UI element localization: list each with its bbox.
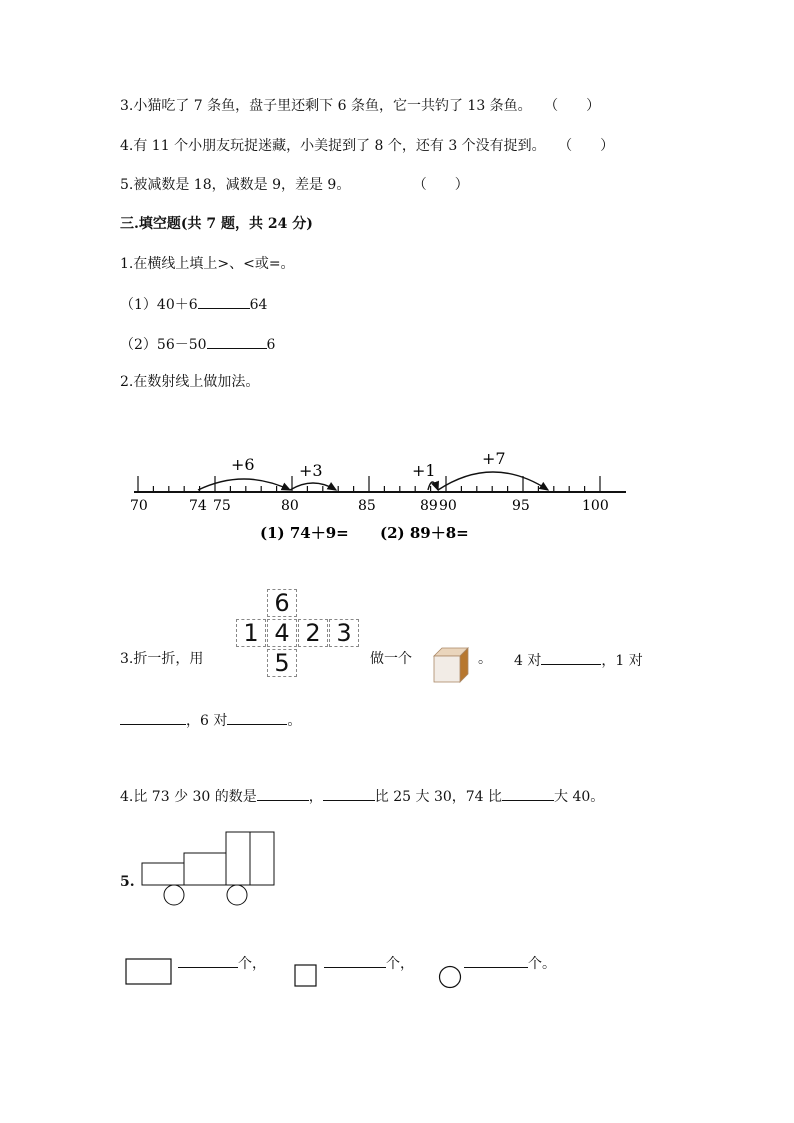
truck-wheel-1 bbox=[164, 885, 184, 905]
fill-q1-b bbox=[120, 333, 275, 355]
answer-blank-q1b[interactable] bbox=[207, 333, 267, 349]
fill-q1-b-prefix: （2）56－50 bbox=[120, 337, 207, 353]
answer-blank-q4-3[interactable] bbox=[502, 785, 554, 801]
tick-label-90: 90 bbox=[439, 498, 457, 514]
fill-q4-part-b: ， bbox=[308, 789, 323, 805]
tick-label-95: 95 bbox=[512, 498, 530, 514]
net-face-1: 1 bbox=[236, 619, 266, 647]
number-line-figure bbox=[118, 440, 638, 550]
net-face-4: 4 bbox=[267, 619, 297, 647]
net-face-top: 6 bbox=[267, 589, 297, 617]
fill-q1-a-suffix: 64 bbox=[249, 297, 268, 313]
arc-label-plus6: +6 bbox=[231, 455, 255, 474]
arc-label-plus3: +3 bbox=[299, 461, 323, 480]
judge-q5-text: 5.被减数是 18，减数是 9，差是 9。 bbox=[120, 177, 351, 193]
truck-square-1 bbox=[226, 832, 250, 885]
answer-blank-q4-1[interactable] bbox=[257, 785, 309, 801]
answer-blank-square[interactable] bbox=[324, 952, 386, 968]
fill-q1-a-prefix: （1）40＋6 bbox=[120, 297, 198, 313]
answer-paren-q5[interactable]: （ ） bbox=[412, 177, 469, 193]
answer-blank-4dui[interactable] bbox=[541, 649, 601, 665]
tick-label-100: 100 bbox=[582, 498, 609, 514]
answer-paren-q3[interactable]: （ ） bbox=[544, 98, 601, 114]
count-circle-suffix: 个。 bbox=[528, 956, 556, 972]
truck-rect-1 bbox=[142, 863, 184, 885]
cube-net bbox=[236, 589, 360, 677]
count-circle bbox=[464, 952, 556, 974]
fill-q1-a bbox=[120, 293, 267, 315]
equation-1: (1) 74＋9= bbox=[260, 524, 349, 542]
fill-q4 bbox=[120, 785, 604, 807]
fill-q3-prefix: 3.折一折，用 bbox=[120, 651, 204, 667]
fill-q1-stem: 1.在横线上填上>、<或=。 bbox=[120, 256, 295, 272]
judge-q5 bbox=[120, 175, 469, 195]
fill-q3-pairs-line1 bbox=[514, 649, 643, 671]
truck-square-2 bbox=[250, 832, 274, 885]
truck-wheel-2 bbox=[227, 885, 247, 905]
tick-label-89: 89 bbox=[420, 498, 438, 514]
fill-q4-part-c: 比 25 大 30，74 比 bbox=[374, 789, 503, 805]
tick-label-80: 80 bbox=[281, 498, 299, 514]
arc-plus7 bbox=[438, 472, 548, 490]
net-face-2: 2 bbox=[298, 619, 328, 647]
arc-plus3 bbox=[290, 483, 336, 490]
answer-blank-rect[interactable] bbox=[178, 952, 238, 968]
count-rectangle bbox=[178, 952, 266, 974]
net-face-bottom: 5 bbox=[267, 649, 297, 677]
fill-q3-after-cube: 。 bbox=[478, 651, 492, 667]
answer-blank-6dui[interactable] bbox=[227, 709, 287, 725]
tick-label-74: 74 bbox=[189, 498, 207, 514]
fill-q3-pairs-line2 bbox=[120, 709, 301, 731]
section-heading: 三.填空题(共 7 题，共 24 分) bbox=[120, 216, 313, 232]
major-ticks bbox=[138, 476, 600, 492]
count-square bbox=[324, 952, 414, 974]
label-6dui: ，6 对 bbox=[186, 713, 228, 729]
fill-q5-label: 5. bbox=[120, 874, 135, 890]
rectangle-shape-icon bbox=[125, 958, 173, 986]
fill-q4-part-d: 大 40。 bbox=[554, 789, 605, 805]
judge-q3 bbox=[120, 96, 600, 116]
circle-shape-icon bbox=[438, 965, 462, 989]
cube-icon bbox=[432, 646, 472, 684]
judge-q4-text: 4.有 11 个小朋友玩捉迷藏，小美捉到了 8 个，还有 3 个没有捉到。 bbox=[120, 138, 546, 154]
square-shape-icon bbox=[294, 964, 318, 988]
tick-label-70: 70 bbox=[130, 498, 148, 514]
arc-label-plus1: +1 bbox=[412, 461, 436, 480]
fill-q3-middle: 做一个 bbox=[370, 651, 412, 667]
truck-figure bbox=[140, 830, 280, 910]
fill-q1-b-suffix: 6 bbox=[266, 337, 276, 353]
arc-label-plus7: +7 bbox=[482, 449, 506, 468]
tick-label-85: 85 bbox=[358, 498, 376, 514]
answer-paren-q4[interactable]: （ ） bbox=[558, 138, 615, 154]
answer-blank-circle[interactable] bbox=[464, 952, 528, 968]
truck-rect-2 bbox=[184, 853, 226, 885]
judge-q3-text: 3.小猫吃了 7 条鱼，盘子里还剩下 6 条鱼，它一共钓了 13 条鱼。 bbox=[120, 98, 532, 114]
answer-blank-q1a[interactable] bbox=[198, 293, 250, 309]
answer-blank-q4-2[interactable] bbox=[323, 785, 375, 801]
equation-2: (2) 89＋8= bbox=[380, 524, 469, 542]
net-face-3: 3 bbox=[329, 619, 359, 647]
judge-q4 bbox=[120, 136, 614, 156]
tick-label-75: 75 bbox=[213, 498, 231, 514]
count-rect-suffix: 个， bbox=[238, 956, 266, 972]
label-4dui: 4 对 bbox=[514, 653, 542, 669]
fill-q3-end: 。 bbox=[287, 713, 302, 729]
count-square-suffix: 个， bbox=[386, 956, 414, 972]
fill-q2-stem: 2.在数射线上做加法。 bbox=[120, 374, 260, 390]
fill-q4-part-a: 4.比 73 少 30 的数是 bbox=[120, 789, 257, 805]
arc-plus1 bbox=[428, 482, 438, 490]
label-1dui: ，1 对 bbox=[601, 653, 643, 669]
answer-blank-1dui[interactable] bbox=[120, 709, 186, 725]
